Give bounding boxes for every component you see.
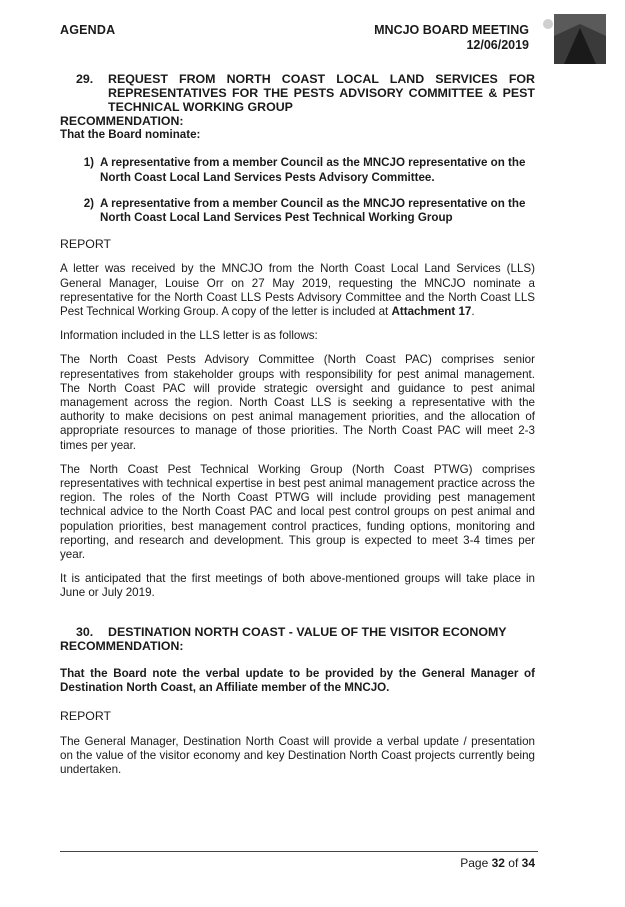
item-29-paragraph-meetings: It is anticipated that the first meetings of both above-mentioned groups will take place in June or July 2019. bbox=[60, 572, 535, 600]
recommendation-text: A representative from a member Council as the MNCJO representative on the North Coast Local Land Services Pest Technical Working Group bbox=[100, 196, 526, 225]
item-29-report-heading: REPORT bbox=[60, 237, 112, 252]
item-29-paragraph-letter bbox=[60, 262, 535, 319]
item-30-report-heading: REPORT bbox=[60, 709, 112, 724]
letter-text-end: . bbox=[471, 305, 475, 319]
recommendation-number: 1) bbox=[83, 156, 94, 170]
item-30-number: 30. bbox=[76, 624, 94, 639]
recommendation-item-2 bbox=[60, 197, 535, 225]
recommendation-number: 2) bbox=[83, 196, 94, 210]
footer-divider bbox=[60, 851, 538, 852]
item-29-paragraph-info: Information included in the LLS letter is as follows: bbox=[60, 329, 318, 343]
header-meeting-date: 12/06/2019 bbox=[466, 38, 529, 52]
page-current: 32 bbox=[491, 856, 505, 870]
item-29-paragraph-pac: The North Coast Pests Advisory Committee (North Coast PAC) comprises senior representatives from stakeholder groups with responsibility for pest animal management. The North Coast PAC will provide strategic oversight and guidance to pest animal management across the region. North Coast LLS is seeking a representative with the authority to make decisions on pest animal management priorities, and the allocation of appropriate resources to manage of those priorities. The North Coast PAC will meet 2-3 times per year. bbox=[60, 353, 535, 452]
attachment-reference: Attachment 17 bbox=[391, 305, 472, 319]
header-meeting-title: MNCJO BOARD MEETING bbox=[374, 23, 529, 37]
item-30-recommendation: That the Board note the verbal update to be provided by the General Manager of Destination North Coast, an Affiliate member of the MNCJO. bbox=[60, 666, 535, 695]
item-29-number: 29. bbox=[76, 72, 94, 86]
recommendation-item-1 bbox=[60, 156, 535, 184]
item-29-recommendation-lead: That the Board nominate: bbox=[60, 128, 201, 142]
item-30-paragraph-update: The General Manager, Destination North Coast will provide a verbal update / presentation on the value of the visitor economy and key Destination North Coast projects currently being undertaken. bbox=[60, 734, 535, 776]
item-30-title: DESTINATION NORTH COAST - VALUE OF THE VISITOR ECONOMY bbox=[108, 624, 507, 639]
header-agenda-label: AGENDA bbox=[60, 23, 116, 37]
item-30-recommendation-heading: RECOMMENDATION: bbox=[60, 638, 184, 653]
organisation-logo bbox=[540, 14, 606, 64]
recommendation-text: A representative from a member Council as the MNCJO representative on the North Coast Local Land Services Pests Advisory Committee. bbox=[100, 156, 526, 184]
item-29-recommendation-heading: RECOMMENDATION: bbox=[60, 114, 184, 128]
page-number bbox=[460, 856, 535, 870]
page-of: of bbox=[504, 856, 522, 870]
letter-text: A letter was received by the MNCJO from the North Coast Local Land Services (LLS) General Manager, Louise Orr on 27 May 2019, requesting the MNCJO nominate a representative for the North Coast LLS Pests Advisory Committee and the North Coast LLS Pest Technical Working Group. A copy of the letter is included at bbox=[60, 262, 535, 319]
item-29-heading bbox=[60, 72, 535, 114]
item-29-paragraph-ptwg: The North Coast Pest Technical Working Group (North Coast PTWG) comprises representatives with technical expertise in best pest animal management practice across the region. The roles of the North Coast PTWG will include providing pest management technical advice to the North Coast PAC and local pest control groups on pest animal and population priorities, best management control practices, funding options, monitoring and reporting, and research and development. This group is expected to meet 3-4 times per year. bbox=[60, 462, 535, 562]
agenda-content bbox=[60, 72, 535, 777]
item-29-title: REQUEST FROM NORTH COAST LOCAL LAND SERVICES FOR REPRESENTATIVES FOR THE PESTS ADVISORY COMMITTEE & PEST TECHNICAL WORKING GROUP bbox=[108, 72, 535, 114]
item-30-heading bbox=[60, 625, 535, 639]
page-total: 34 bbox=[521, 856, 535, 870]
page-prefix: Page bbox=[460, 856, 492, 870]
item-29-recommendation-list bbox=[60, 156, 535, 225]
header-meeting-info bbox=[374, 23, 529, 53]
